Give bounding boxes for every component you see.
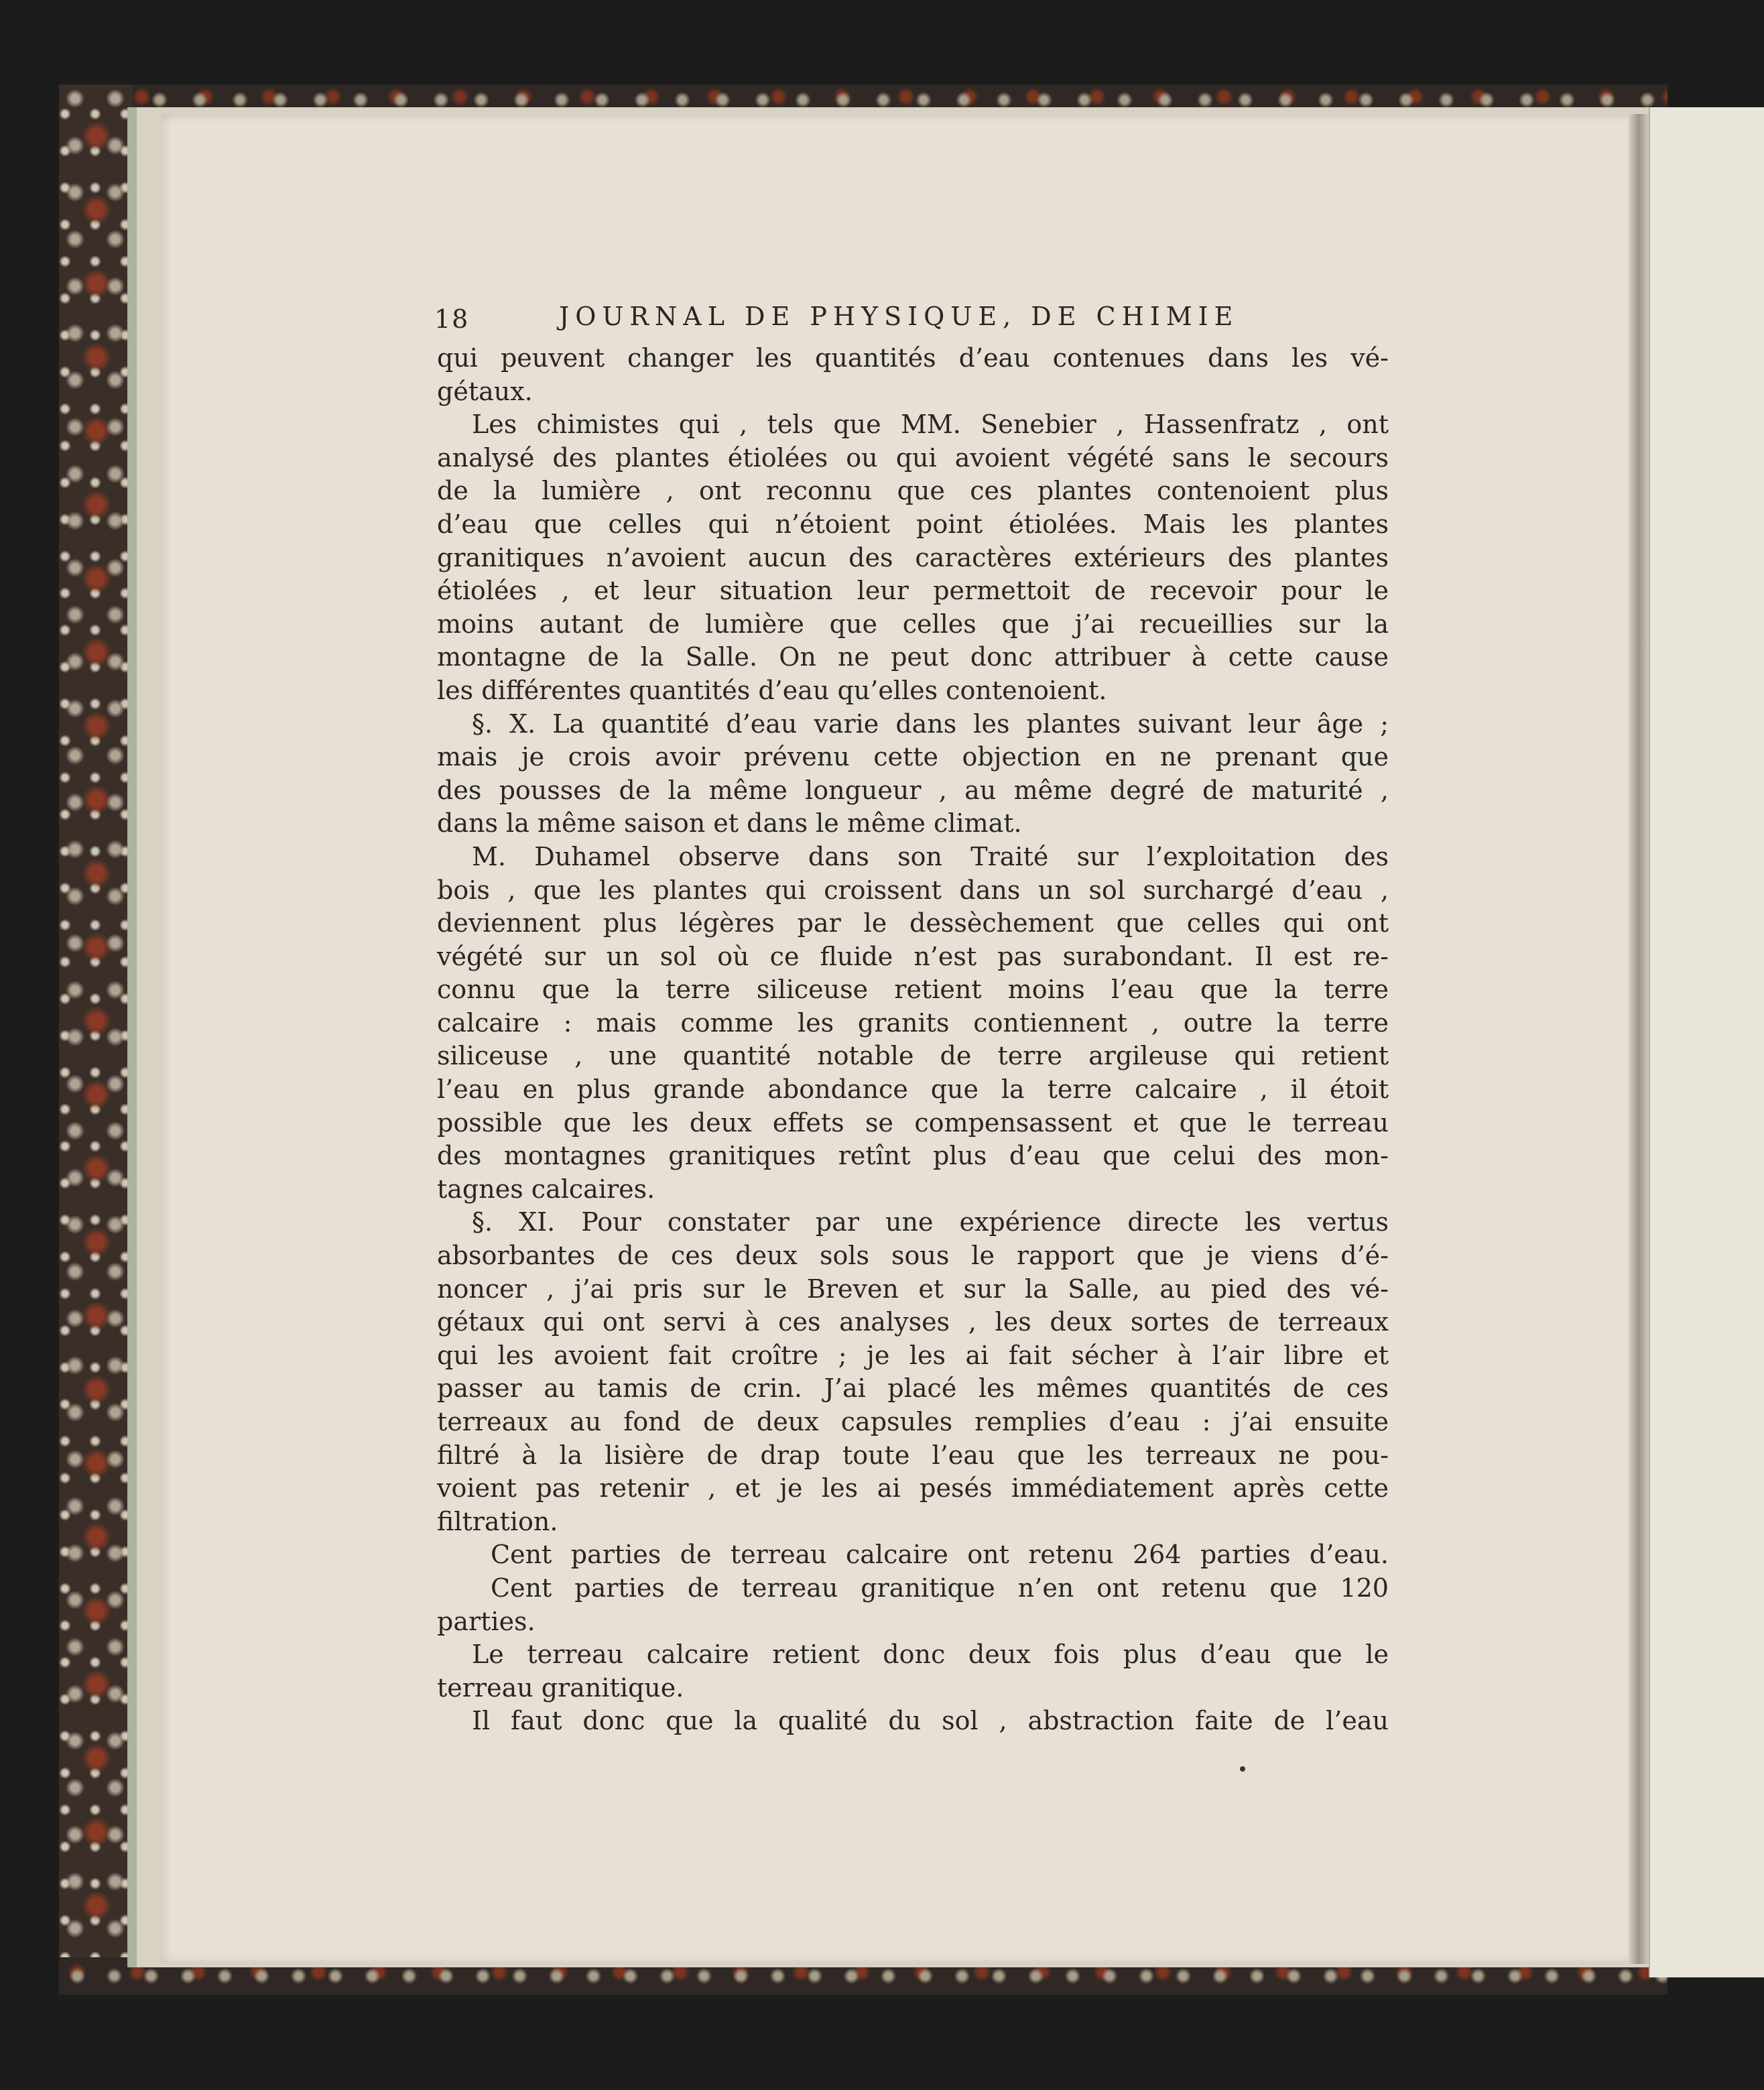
text-line: siliceuse , une quantité notable de terre argileuse qui retient [437, 1041, 1389, 1071]
text-line: tagnes calcaires. [437, 1174, 655, 1204]
body-text [437, 342, 1389, 1738]
text-line: gétaux qui ont servi à ces analyses , les deux sortes de terreaux [437, 1307, 1389, 1337]
text-line: qui les avoient fait croître ; je les ai fait sécher à l’air libre et [437, 1340, 1389, 1370]
facing-page [1649, 107, 1764, 1977]
text-line: des pousses de la même longueur , au même degré de maturité , [437, 775, 1389, 805]
text-line: voient pas retenir , et je les ai pesés immédiatement après cette [437, 1473, 1389, 1503]
text-line: Il faut donc que la qualité du sol , abstraction faite de l’eau [472, 1706, 1389, 1736]
text-line: absorbantes de ces deux sols sous le rapport que je viens d’é- [437, 1241, 1389, 1271]
text-line: filtré à la lisière de drap toute l’eau que les terreaux ne pou- [437, 1440, 1389, 1470]
text-line: les différentes quantités d’eau qu’elles contenoient. [437, 675, 1107, 705]
text-line: connu que la terre siliceuse retient moins l’eau que la terre [437, 975, 1389, 1005]
text-line: calcaire : mais comme les granits contiennent , outre la terre [437, 1007, 1389, 1038]
text-line: Les chimistes qui , tels que MM. Senebier , Hassenfratz , ont [472, 410, 1389, 440]
text-line: l’eau en plus grande abondance que la terre calcaire , il étoit [437, 1074, 1389, 1105]
text-line: moins autant de lumière que celles que j’ai recueillies sur la [437, 609, 1389, 639]
text-line: Le terreau calcaire retient donc deux fois plus d’eau que le [472, 1640, 1389, 1670]
text-line: granitiques n’avoient aucun des caractères extérieurs des plantes [437, 542, 1389, 572]
running-title: JOURNAL DE PHYSIQUE, DE CHIMIE [559, 302, 1239, 331]
text-line: Cent parties de terreau calcaire ont retenu 264 parties d’eau. [491, 1540, 1389, 1570]
text-line: analysé des plantes étiolées ou qui avoient végété sans le secours [437, 442, 1389, 473]
text-line: gétaux. [437, 376, 533, 406]
text-line: terreau granitique. [437, 1672, 684, 1703]
ink-speck [1240, 1766, 1245, 1772]
text-line: des montagnes granitiques retînt plus d’eau que celui des mon- [437, 1141, 1389, 1171]
text-line: mais je crois avoir prévenu cette objection en ne prenant que [437, 742, 1389, 772]
text-line: §. XI. Pour constater par une expérience directe les vertus [472, 1207, 1389, 1237]
text-line: terreaux au fond de deux capsules remplies d’eau : j’ai ensuite [437, 1407, 1389, 1436]
text-line: deviennent plus légères par le dessèchement que celles qui ont [437, 908, 1389, 938]
page-number: 18 [434, 304, 470, 334]
text-line: qui peuvent changer les quantités d’eau contenues dans les vé- [437, 343, 1389, 373]
text-line: bois , que les plantes qui croissent dans un sol surchargé d’eau , [437, 875, 1389, 905]
text-line: filtration. [437, 1506, 558, 1536]
text-line: végété sur un sol où ce fluide n’est pas surabondant. Il est re- [437, 941, 1389, 971]
text-line: dans la même saison et dans le même climat. [437, 808, 1022, 839]
marbled-cover-left-edge [59, 84, 133, 1995]
text-line: possible que les deux effets se compensassent et que le terreau [437, 1107, 1389, 1138]
page-gutter [1629, 114, 1649, 1964]
text-line: d’eau que celles qui n’étoient point étiolées. Mais les plantes [437, 509, 1389, 539]
text-line: §. X. La quantité d’eau varie dans les plantes suivant leur âge ; [472, 709, 1389, 739]
text-line: noncer , j’ai pris sur le Breven et sur la Salle, au pied des vé- [437, 1274, 1389, 1304]
text-line: passer au tamis de crin. J’ai placé les mêmes quantités de ces [437, 1373, 1389, 1404]
text-line: Cent parties de terreau granitique n’en ont retenu que 120 [491, 1573, 1389, 1603]
text-line: montagne de la Salle. On ne peut donc attribuer à cette cause [437, 642, 1389, 672]
text-line: M. Duhamel observe dans son Traité sur l’exploitation des [472, 841, 1389, 871]
text-line: étiolées , et leur situation leur permettoit de recevoir pour le [437, 576, 1389, 606]
text-line: parties. [437, 1606, 536, 1636]
text-line: de la lumière , ont reconnu que ces plantes contenoient plus [437, 476, 1389, 506]
